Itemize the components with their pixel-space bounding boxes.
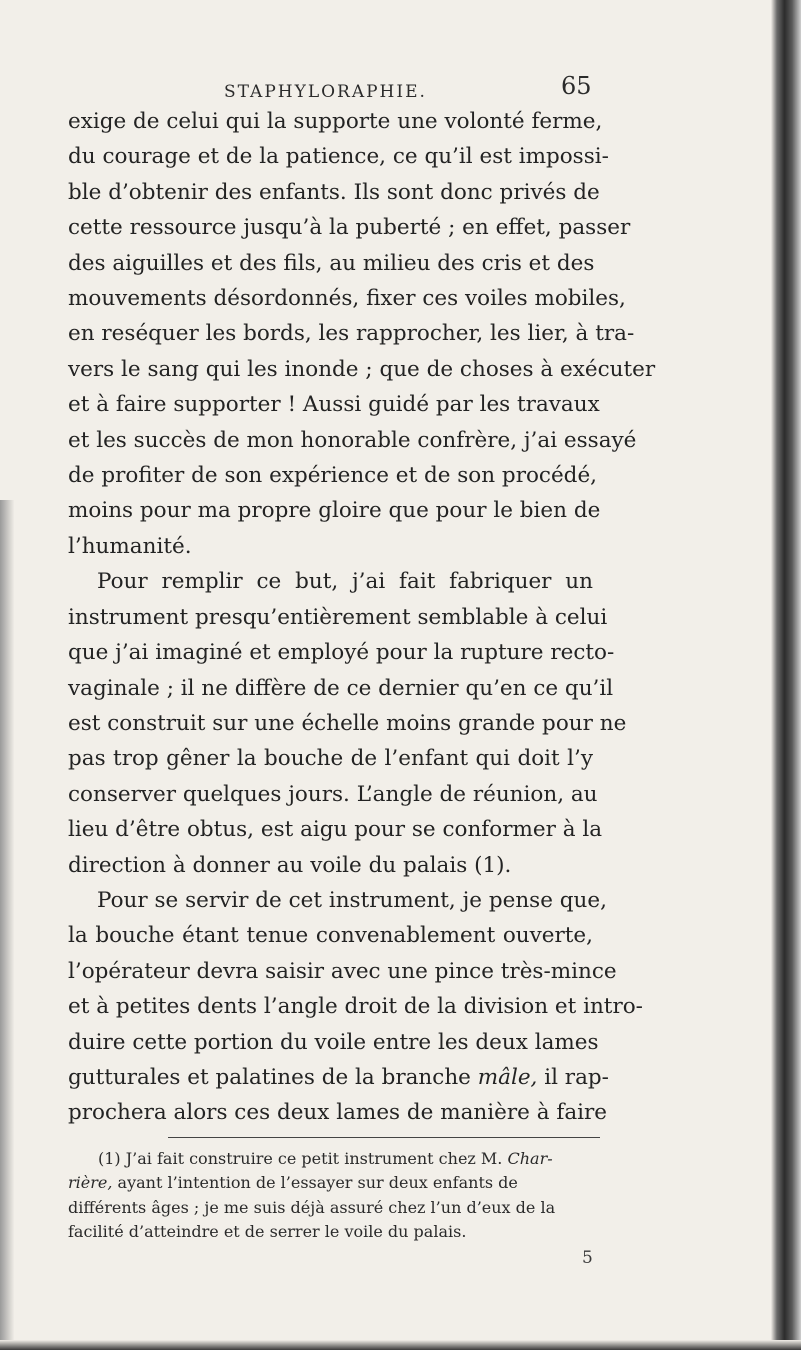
text-line: conserver quelques jours. L’angle de réunion, au — [68, 781, 598, 807]
text-line: la bouche étant tenue convenablement ouverte, — [68, 923, 593, 949]
text-line: en reséquer les bords, les rapprocher, les lier, à tra- — [68, 321, 635, 347]
text-line: l’opérateur devra saisir avec une pince très-mince — [68, 958, 617, 984]
text-line: pas trop gêner la bouche de l’enfant qui doit l’y — [68, 746, 593, 772]
text-line: des aiguilles et des fils, au milieu des cris et des — [68, 250, 595, 276]
footnote-text: J’ai fait construire ce petit instrument chez M. — [120, 1149, 508, 1168]
footnote-line — [68, 1171, 598, 1195]
text-segment: il rap- — [537, 1064, 609, 1090]
text-line: moins pour ma propre gloire que pour le bien de — [68, 498, 601, 524]
text-line: lieu d’être obtus, est aigu pour se conformer à la — [68, 817, 603, 843]
footnote-text: ayant l’intention de l’essayer sur deux enfants de — [112, 1173, 518, 1193]
text-line: exige de celui qui la supporte une volonté ferme, — [68, 109, 603, 134]
text-line: Pour remplir ce but, j’ai fait fabriquer un — [97, 569, 593, 595]
page-bottom-edge — [0, 1340, 801, 1350]
text-line: de profiter de son expérience et de son procédé, — [68, 463, 598, 489]
text-line: cette ressource jusqu’à la puberté ; en effet, passer — [68, 215, 631, 241]
page-shadow-left — [0, 500, 14, 1350]
body-text — [68, 104, 656, 1131]
text-line: est construit sur une échelle moins grande pour ne — [68, 710, 627, 736]
text-segment: gutturales et palatines de la branche — [68, 1064, 471, 1090]
footnote-rule — [168, 1137, 600, 1138]
footnote-name: rière, — [68, 1173, 113, 1193]
text-line: et les succès de mon honorable confrère, j’ai essayé — [68, 427, 637, 453]
text-line: du courage et de la patience, ce qu’il est impossi- — [68, 144, 609, 170]
footnote-line: facilité d’atteindre et de serrer le voile du palais. — [68, 1222, 467, 1242]
text-line: vers le sang qui les inonde ; que de choses à exécuter — [68, 356, 656, 382]
text-line: prochera alors ces deux lames de manière à faire — [68, 1100, 608, 1126]
text-line: direction à donner au voile du palais (1). — [68, 852, 512, 878]
footnote-name: Char- — [507, 1149, 553, 1168]
text-line: mouvements désordonnés, fixer ces voiles mobiles, — [68, 286, 626, 312]
text-line: et à petites dents l’angle droit de la division et intro- — [68, 994, 643, 1020]
footnote — [68, 1147, 598, 1245]
text-line: l’humanité. — [68, 533, 192, 559]
signature-mark: 5 — [582, 1248, 593, 1268]
text-line: instrument presqu’entièrement semblable à celui — [68, 604, 608, 630]
text-line: ble d’obtenir des enfants. Ils sont donc privés de — [68, 179, 600, 205]
book-gutter — [771, 0, 801, 1350]
text-line: vaginale ; il ne diffère de ce dernier qu’en ce qu’il — [68, 675, 614, 701]
italic-word: mâle, — [477, 1064, 538, 1090]
page-number: 65 — [561, 72, 592, 100]
text-line — [68, 1060, 609, 1095]
text-line: et à faire supporter ! Aussi guidé par les travaux — [68, 392, 600, 418]
text-line: que j’ai imaginé et employé pour la rupture recto- — [68, 640, 615, 666]
text-line: Pour se servir de cet instrument, je pense que, — [97, 887, 607, 913]
text-line: duire cette portion du voile entre les deux lames — [68, 1029, 599, 1055]
running-head: STAPHYLORAPHIE. — [224, 82, 427, 102]
footnote-marker: (1) — [98, 1149, 121, 1168]
footnote-line: différents âges ; je me suis déjà assuré chez l’un d’eux de la — [68, 1197, 556, 1217]
footnote-line — [68, 1147, 598, 1171]
